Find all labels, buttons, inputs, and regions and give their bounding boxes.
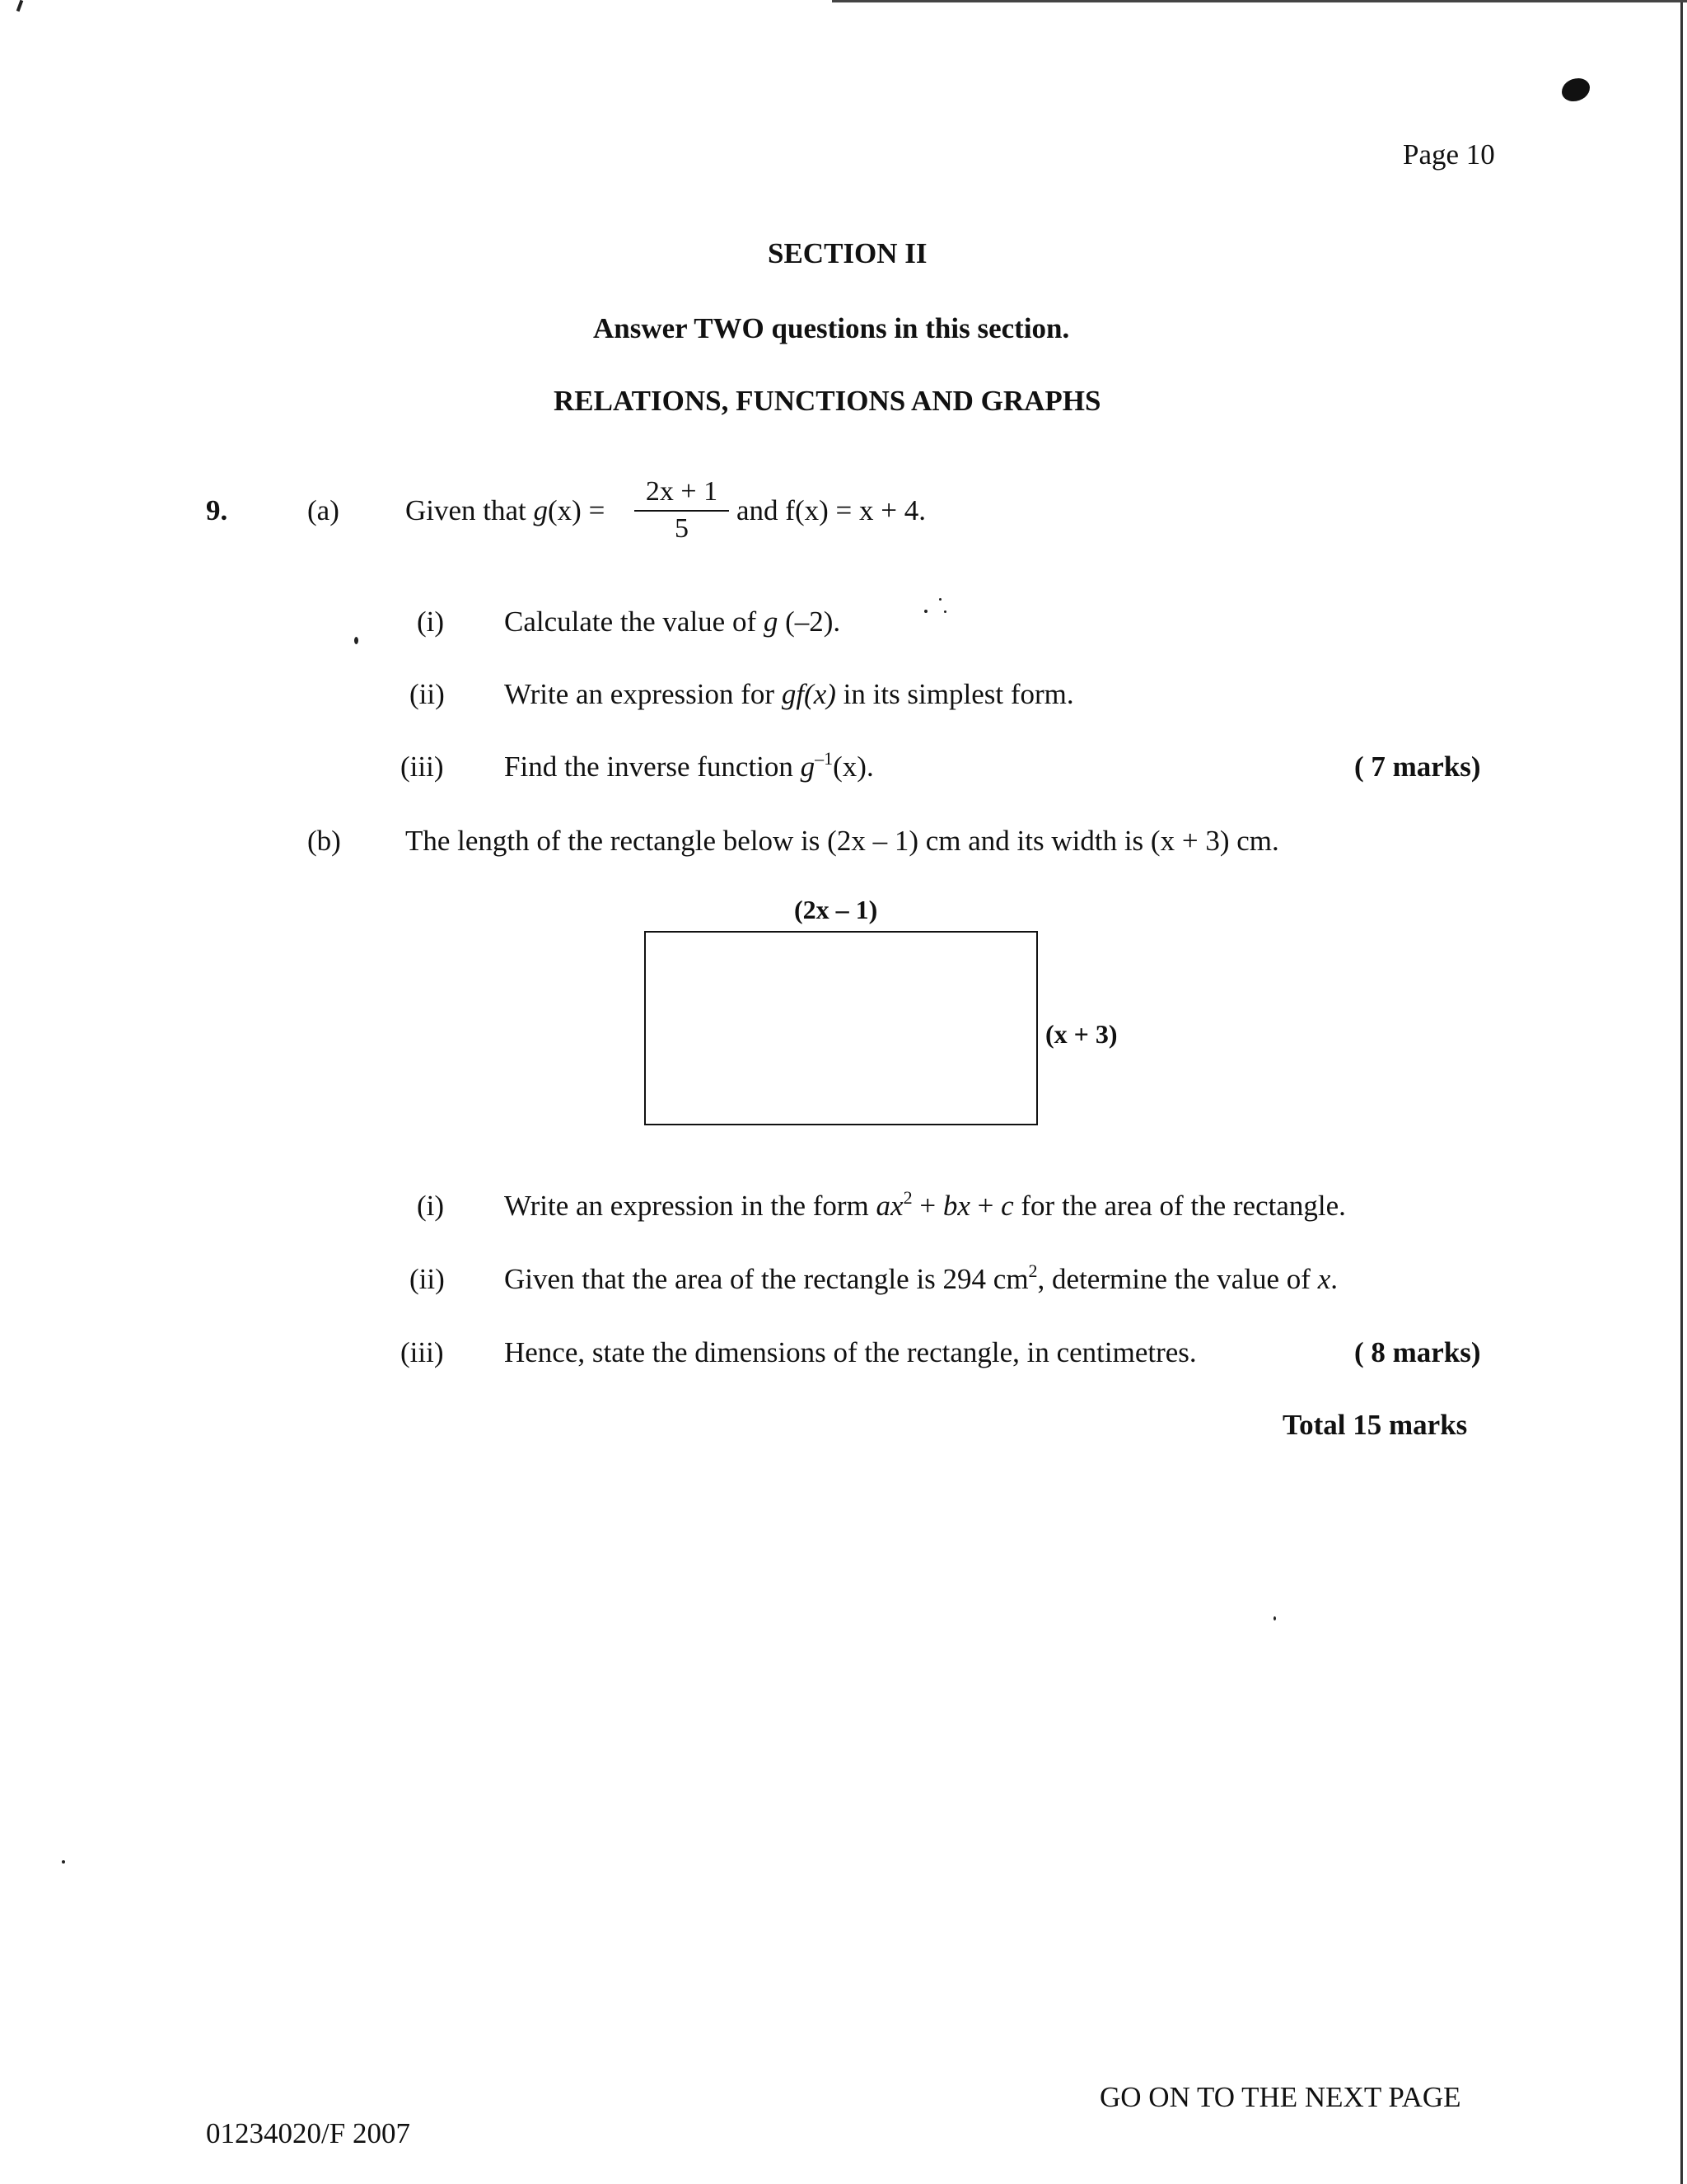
text-var2: bx <box>942 1190 970 1222</box>
intro-prefix: Given that <box>405 494 534 526</box>
b-item-1-text <box>504 1187 1346 1223</box>
text-suffix: (x). <box>833 751 874 783</box>
punch-hole-mark <box>1562 78 1590 101</box>
text-suffix: , determine the value of <box>1037 1263 1318 1295</box>
part-a-intro <box>405 494 605 527</box>
scan-speck <box>354 637 358 644</box>
total-marks: Total 15 marks <box>1283 1409 1468 1441</box>
part-a-marks: ( 7 marks) <box>1354 751 1481 783</box>
question-number: 9. <box>206 494 228 526</box>
part-a-label: (a) <box>307 494 339 526</box>
fraction-denominator: 5 <box>675 513 689 544</box>
text-prefix: Write an expression for <box>504 678 782 710</box>
text-var: ax <box>876 1190 904 1222</box>
scan-speck <box>924 610 928 613</box>
length-label: (2x – 1) <box>794 895 878 924</box>
g-fraction <box>634 476 729 545</box>
text-suffix: in its simplest form. <box>835 678 1074 710</box>
text-prefix: Find the inverse function <box>504 751 801 783</box>
footer-next-page: GO ON TO THE NEXT PAGE <box>1100 2081 1461 2113</box>
text-var: g <box>763 606 778 638</box>
text-sup: 2 <box>903 1187 913 1208</box>
text-mid: + <box>912 1190 943 1222</box>
and-text: and <box>736 494 786 526</box>
scan-speck <box>62 1860 65 1864</box>
text-suffix: (–2). <box>778 606 841 638</box>
text-end: . <box>1330 1263 1338 1295</box>
a-item-1-text <box>504 606 840 638</box>
text-var: x <box>1317 1263 1331 1295</box>
a-item-1-label: (i) <box>417 606 445 638</box>
text-mid2: + <box>970 1190 1002 1222</box>
a-item-3-label: (iii) <box>400 751 444 783</box>
text-prefix: Given that the area of the rectangle is 294 cm <box>504 1263 1029 1295</box>
scan-speck <box>939 598 942 601</box>
text-var: gf(x) <box>781 678 836 710</box>
f-expression: f(x) = x + 4. <box>785 494 926 526</box>
text-var3: c <box>1001 1190 1014 1222</box>
scan-speck <box>1273 1616 1276 1620</box>
rectangle <box>644 931 1038 1125</box>
footer-code: 01234020/F 2007 <box>206 2117 410 2149</box>
b-item-1-label: (i) <box>417 1190 445 1222</box>
g-function-var: (x) = <box>548 494 605 526</box>
b-item-2-label: (ii) <box>409 1263 445 1295</box>
b-item-2-text <box>504 1260 1338 1296</box>
b-item-3-label: (iii) <box>400 1336 444 1368</box>
part-b-label: (b) <box>307 825 341 857</box>
width-label: (x + 3) <box>1045 1019 1118 1049</box>
scan-mark-topleft <box>16 0 24 12</box>
part-b-intro: The length of the rectangle below is (2x – 1) cm and its width is (x + 3) cm. <box>405 825 1279 857</box>
topic-heading: RELATIONS, FUNCTIONS AND GRAPHS <box>554 385 1101 417</box>
a-item-3-text <box>504 748 874 783</box>
scan-edge-right <box>1680 0 1683 2184</box>
text-var: g <box>800 751 815 783</box>
fraction-bar <box>634 510 729 512</box>
section-instruction: Answer TWO questions in this section. <box>593 312 1070 344</box>
g-function-name: g <box>533 494 549 526</box>
section-title: SECTION II <box>768 237 928 269</box>
scan-edge-top <box>832 0 1687 2</box>
text-sup: 2 <box>1028 1260 1038 1281</box>
a-item-2-text <box>504 678 1074 711</box>
fraction-numerator: 2x + 1 <box>645 476 718 507</box>
part-b-marks: ( 8 marks) <box>1354 1336 1481 1368</box>
text-suffix: for the area of the rectangle. <box>1013 1190 1346 1222</box>
page-number: Page 10 <box>1403 138 1495 171</box>
text-prefix: Write an expression in the form <box>504 1190 876 1222</box>
scan-speck <box>944 610 946 613</box>
text-prefix: Calculate the value of <box>504 606 764 638</box>
f-definition <box>736 494 926 527</box>
b-item-3-text: Hence, state the dimensions of the rectangle, in centimetres. <box>504 1336 1197 1368</box>
text-sup: –1 <box>815 748 834 769</box>
a-item-2-label: (ii) <box>409 678 445 710</box>
